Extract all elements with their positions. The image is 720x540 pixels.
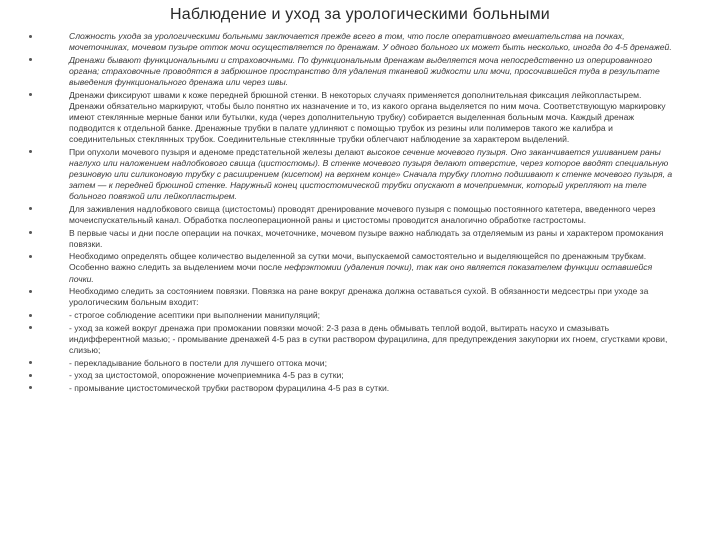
bullet-text: Для заживления надлобкового свища (цистостомы) проводят дренирование мочевого пузыря с помощью постоянного катетера, введенного через мочеиспускательный канал. Обработка послеоперационной раны и цистостомы проводится аналогично обработке гастростомы. <box>69 203 656 225</box>
bullet-text: Сложность ухода за урологическими больными заключается прежде всего в том, что после оперативного вмешательства на почках, мочеточниках, мочевом пузыре отток мочи осуществляется по дренажам. У одного больного их может быть несколько, иногда до 4-5 дренажей. <box>69 31 672 53</box>
bullet-text: - строгое соблюдение асептики при выполнении манипуляций; <box>69 310 321 320</box>
bullet-item <box>28 228 678 250</box>
bullet-item <box>28 31 678 53</box>
bullet-text: В первые часы и дни после операции на почках, мочеточнике, мочевом пузыре важно наблюдать за отделяемым из раны и характером промокания повязки. <box>69 227 664 249</box>
bullet-dot-icon <box>29 207 32 210</box>
bullet-text: При опухоли мочевого пузыря и аденоме предстательной железы делают <box>69 146 367 157</box>
bullet-dot-icon <box>29 35 32 38</box>
bullet-item <box>28 204 678 226</box>
bullet-item <box>28 383 678 394</box>
bullet-dot-icon <box>29 374 32 377</box>
bullet-dot-icon <box>29 290 32 293</box>
bullet-dot-icon <box>29 314 32 317</box>
bullet-list <box>28 31 678 396</box>
bullet-dot-icon <box>29 361 32 364</box>
bullet-item <box>28 90 678 145</box>
bullet-text: высокое сечение мочевого пузыря. Оно заканчивается ушиванием раны наглухо или наложением надлобкового свища (цистостомы). В стенке мочевого пузыря делают отверстие, через которое вводят специальную резиновую или силиконовую трубку с расширением (кисетом) на верхнем конце» Сначала трубку плотно подшивают к стенке мочевого пузыря, а затем — к передней брюшной стенке. Наружный конец цистостомической трубки опускают в мочеприемник, который укрепляют на теле больного повязкой или лейкопластырем. <box>69 146 673 202</box>
bullet-item <box>28 358 678 369</box>
bullet-item <box>28 370 678 381</box>
bullet-dot-icon <box>29 326 32 329</box>
bullet-dot-icon <box>29 231 32 234</box>
bullet-text: - промывание цистостомической трубки раствором фурацилина 4-5 раз в сутки. <box>69 382 390 393</box>
bullet-text: нефрэктомии (удаления почки), так как оно является показателем функции оставшейся почки. <box>69 262 653 284</box>
bullet-dot-icon <box>29 386 32 389</box>
bullet-text: - уход за кожей вокруг дренажа при промокании повязки мочой: 2-3 раза в день обмывать теплой водой, вытирать насухо и смазывать индифферентной мазью; - промывание дренажей 4-5 раз в сутки раствором фурацилина, для предупреждения закупорки их гноем, сгустками крови, слизью; <box>69 322 668 355</box>
bullet-dot-icon <box>29 150 32 153</box>
bullet-text: Необходимо следить за состоянием повязки. Повязка на ране вокруг дренажа должна оставаться сухой. В обязанности медсестры при уходе за урологическим больным входит: <box>69 286 649 308</box>
bullet-item <box>28 310 678 321</box>
bullet-item <box>28 55 678 88</box>
bullet-item <box>28 147 678 202</box>
bullet-text: Дренажи фиксируют швами к коже передней брюшной стенки. В некоторых случаях применяется дополнительная фиксация лейкопластырем. Дренажи обязательно маркируют, чтобы было понятно их назначение и то, из какого органа выделяется по ним моча. Соответствующую маркировку имеют стеклянные мерные банки или бутылки, куда (через дополнительную трубку) собирается выделенная больным моча. Каждый дренаж подводится к отдельной банке. Дренажные трубки в палате удлиняют с помощью трубок из резины или полимеров такого же калибра и соединительных стеклянных трубок. Соединительные стеклянные трубки облегчают наблюдение за характером выделений. <box>69 89 666 145</box>
bullet-text: Дренажи бывают функциональными и страховочными. По функциональным дренажам выделяется моча непосредственно из оперированного органа; страховочные проводятся в забрюшное пространство для удаления тканевой жидкости или мочи, просочившейся туда в результате выведения функционального дренажа или через швы. <box>69 54 660 87</box>
slide-title: Наблюдение и уход за урологическими больными <box>170 6 550 23</box>
bullet-item <box>28 323 678 356</box>
bullet-text: - перекладывание больного в постели для лучшего оттока мочи; <box>69 357 327 368</box>
bullet-dot-icon <box>29 58 32 61</box>
bullet-dot-icon <box>29 255 32 258</box>
bullet-text: Необходимо определять общее количество выделенной за сутки мочи, выпускаемой самостоятельно и выделяющейся по дренажным трубкам. Особенно важно следить за выделением мочи после <box>69 251 647 273</box>
bullet-item <box>28 286 678 308</box>
bullet-dot-icon <box>29 93 32 96</box>
bullet-text: - уход за цистостомой, опорожнение мочеприемника 4-5 раз в сутки; <box>69 370 344 381</box>
bullet-item <box>28 251 678 284</box>
